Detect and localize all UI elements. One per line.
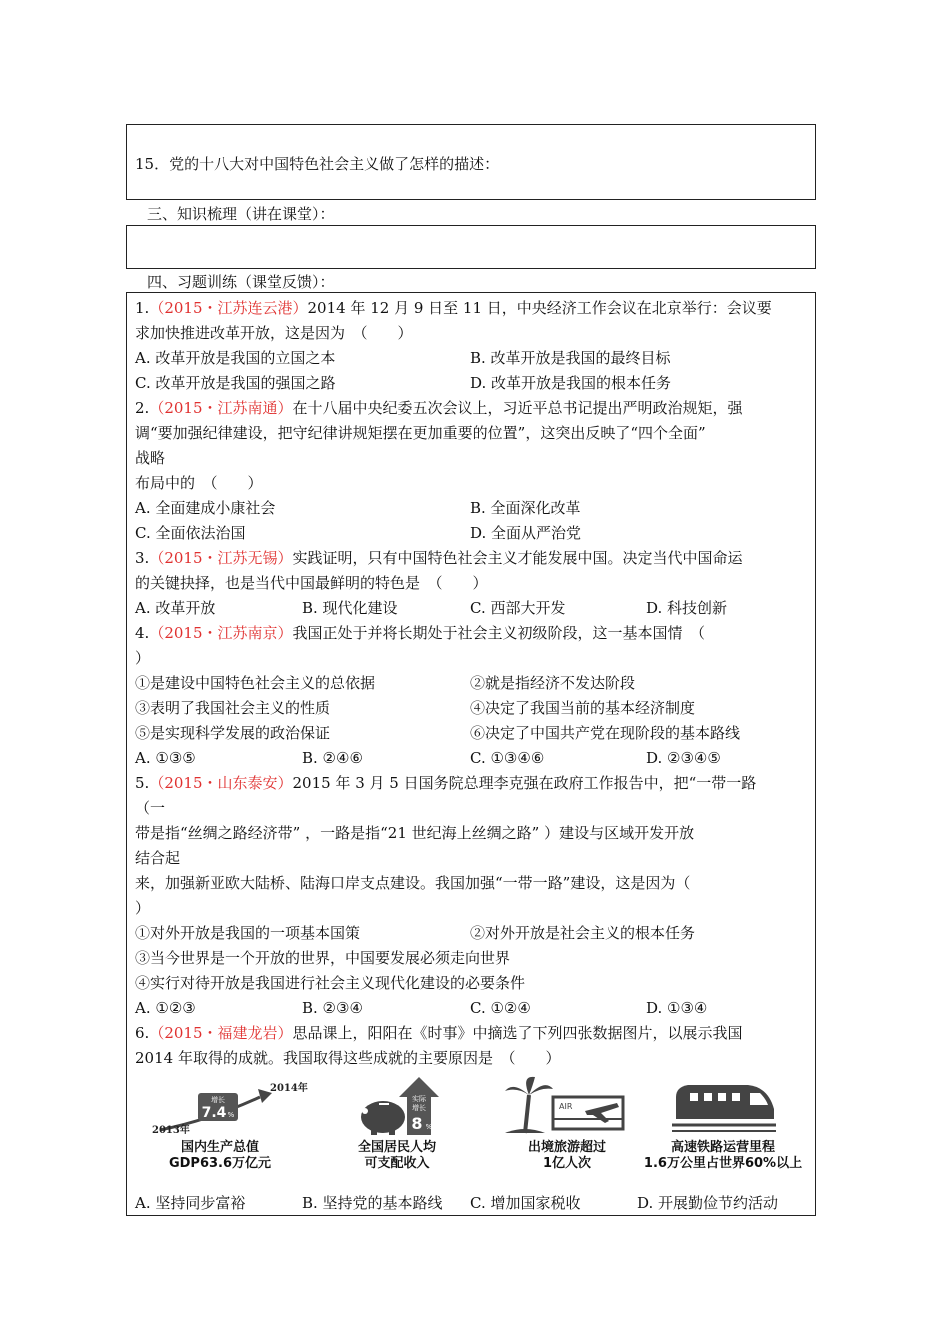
question-5-line-2: （一	[135, 799, 166, 817]
question-2-source: （2015・江苏南通）	[149, 399, 293, 417]
question-4-item-4: ④决定了我国当前的基本经济制度	[470, 699, 696, 717]
question-6-line-1	[135, 1023, 743, 1043]
question-5-item-2: ②对外开放是社会主义的根本任务	[470, 924, 696, 942]
income-badge-unit: %	[425, 1123, 433, 1131]
question-1-option-d: D. 改革开放是我国的根本任务	[470, 374, 672, 392]
question-2-text: 在十八届中央纪委五次会议上，习近平总书记提出严明政治规矩，强	[292, 399, 743, 417]
question-4-source: （2015・江苏南京）	[149, 624, 293, 642]
question-1-source: （2015・江苏连云港）	[149, 299, 308, 317]
figure-4-caption-2: 1.6万公里占世界60%以上	[643, 1156, 803, 1171]
question-5-item-3: ③当今世界是一个开放的世界，中国要发展必须走向世界	[135, 949, 511, 967]
question-2-line-2: 调“要加强纪律建设，把守纪律讲规矩摆在更加重要的位置”，这突出反映了“四个全面”	[135, 424, 706, 442]
question-4-item-2: ②就是指经济不发达阶段	[470, 674, 636, 692]
income-badge-mid: 增长	[412, 1104, 426, 1112]
question-5-line-4: 结合起	[135, 849, 181, 867]
gdp-badge-value: 7.4	[201, 1105, 227, 1121]
question-1-line-1	[135, 298, 772, 318]
question-3-number: 3.	[135, 549, 150, 567]
figure-3-caption-2: 1亿人次	[542, 1156, 592, 1171]
question-6-line-2: 2014 年取得的成就。我国取得这些成就的主要原因是 （ ）	[135, 1049, 561, 1067]
question-2-line-3: 战略	[135, 449, 166, 467]
question-5-option-a: A. ①②③	[135, 999, 196, 1017]
section-knowledge-heading: 三、知识梳理（讲在课堂）：	[147, 205, 335, 223]
ticket-label: AIR	[559, 1102, 573, 1111]
question-3-source: （2015・江苏无锡）	[149, 549, 293, 567]
question-2-option-c: C. 全面依法治国	[135, 524, 246, 542]
figure-4-caption-1: 高速铁路运营里程	[670, 1140, 775, 1155]
income-badge-top: 实际	[412, 1095, 426, 1103]
question-2-option-a: A. 全面建成小康社会	[135, 499, 276, 517]
question-3-option-d: D. 科技创新	[646, 599, 728, 617]
question-5-item-4: ④实行对待开放是我国进行社会主义现代化建设的必要条件	[135, 974, 526, 992]
question-5-text: 2015 年 3 月 5 日国务院总理李克强在政府工作报告中，把“一带一路	[292, 774, 757, 792]
question-4-item-5: ⑤是实现科学发展的政治保证	[135, 724, 331, 742]
question-5-option-c: C. ①②④	[470, 999, 531, 1017]
question-4-option-a: A. ①③⑤	[135, 749, 196, 767]
question-3-line-1	[135, 548, 743, 568]
question-1-option-a: A. 改革开放是我国的立国之本	[135, 349, 336, 367]
travel-figure	[505, 1075, 630, 1137]
question-4-number: 4.	[135, 624, 150, 642]
palm-tree-icon	[525, 1095, 529, 1133]
question-5-option-d: D. ①③④	[646, 999, 708, 1017]
question-1-text: 2014 年 12 月 9 日至 11 日，中央经济工作会议在北京举行：会议要	[307, 299, 772, 317]
figure-2-caption-1: 全国居民人均	[357, 1140, 436, 1155]
question-5-line-6: ）	[135, 899, 151, 917]
question-1-line-2: 求加快推进改革开放，这是因为 （ ）	[135, 324, 413, 342]
question-6-source: （2015・福建龙岩）	[149, 1024, 293, 1042]
figure-1-caption-1: 国内生产总值	[180, 1140, 259, 1155]
question-5-source: （2015・山东泰安）	[149, 774, 293, 792]
question-6-option-d: D. 开展勤俭节约活动	[637, 1194, 779, 1212]
knowledge-box	[126, 225, 816, 269]
question-1-option-c: C. 改革开放是我国的强国之路	[135, 374, 336, 392]
question-5-line-3: 带是指“丝绸之路经济带” ，一路是指“21 世纪海上丝绸之路” ）建设与区域开发开放	[135, 824, 695, 842]
question-5-item-1: ①对外开放是我国的一项基本国策	[135, 924, 361, 942]
gdp-growth-figure	[140, 1075, 310, 1137]
question-6-number: 6.	[135, 1024, 150, 1042]
gdp-year-start: 2013年	[152, 1125, 190, 1136]
question-2-option-b: B. 全面深化改革	[470, 499, 581, 517]
section-exercise-heading: 四、习题训练（课堂反馈）：	[147, 273, 335, 291]
gdp-badge-top: 增长	[211, 1096, 225, 1104]
question-4-line-2: ）	[135, 649, 151, 667]
question-4-line-1	[135, 623, 705, 643]
question-5-line-1	[135, 773, 756, 793]
question-3-option-a: A. 改革开放	[135, 599, 216, 617]
income-badge-value: 8	[411, 1114, 423, 1133]
figure-1-caption-2: GDP63.6万亿元	[168, 1156, 272, 1171]
figure-3-caption-1: 出境旅游超过	[527, 1140, 606, 1155]
question-6-option-b: B. 坚持党的基本路线	[302, 1194, 443, 1212]
question-3-option-b: B. 现代化建设	[302, 599, 398, 617]
piggy-bank-icon	[361, 1101, 405, 1133]
question-6-text: 思品课上，阳阳在《时事》中摘选了下列四张数据图片，以展示我国	[292, 1024, 743, 1042]
question-4-item-3: ③表明了我国社会主义的性质	[135, 699, 331, 717]
question-3-line-2: 的关键抉择，也是当代中国最鲜明的特色是 （ ）	[135, 574, 488, 592]
question-6-option-a: A. 坚持同步富裕	[135, 1194, 246, 1212]
question-2-option-d: D. 全面从严治党	[470, 524, 582, 542]
figure-2-caption-2: 可支配收入	[364, 1156, 430, 1171]
question-1-number: 1.	[135, 299, 150, 317]
question-3-text: 实践证明，只有中国特色社会主义才能发展中国。决定当代中国命运	[292, 549, 743, 567]
question-1-option-b: B. 改革开放是我国的最终目标	[470, 349, 671, 367]
question-3-option-c: C. 西部大开发	[470, 599, 566, 617]
question-4-item-6: ⑥决定了中国共产党在现阶段的基本路线	[470, 724, 741, 742]
question-6-option-c: C. 增加国家税收	[470, 1194, 581, 1212]
income-figure	[345, 1075, 445, 1137]
question-2-line-4: 布局中的 （ ）	[135, 474, 263, 492]
question-4-item-1: ①是建设中国特色社会主义的总依据	[135, 674, 376, 692]
question-5-number: 5.	[135, 774, 150, 792]
q15-text: 15．党的十八大对中国特色社会主义做了怎样的描述：	[135, 155, 500, 173]
question-5-option-b: B. ②③④	[302, 999, 363, 1017]
gdp-year-end: 2014年	[270, 1083, 308, 1094]
question-2-line-1	[135, 398, 743, 418]
question-5-line-5: 来，加强新亚欧大陆桥、陆海口岸支点建设。我国加强“一带一路”建设，这是因为（	[135, 874, 691, 892]
question-2-number: 2.	[135, 399, 150, 417]
gdp-badge-unit: %	[227, 1111, 235, 1119]
question-4-option-b: B. ②④⑥	[302, 749, 363, 767]
question-4-option-d: D. ②③④⑤	[646, 749, 721, 767]
question-4-option-c: C. ①③④⑥	[470, 749, 545, 767]
question-4-text: 我国正处于并将长期处于社会主义初级阶段，这一基本国情 （	[292, 624, 706, 642]
rail-figure	[668, 1075, 778, 1137]
